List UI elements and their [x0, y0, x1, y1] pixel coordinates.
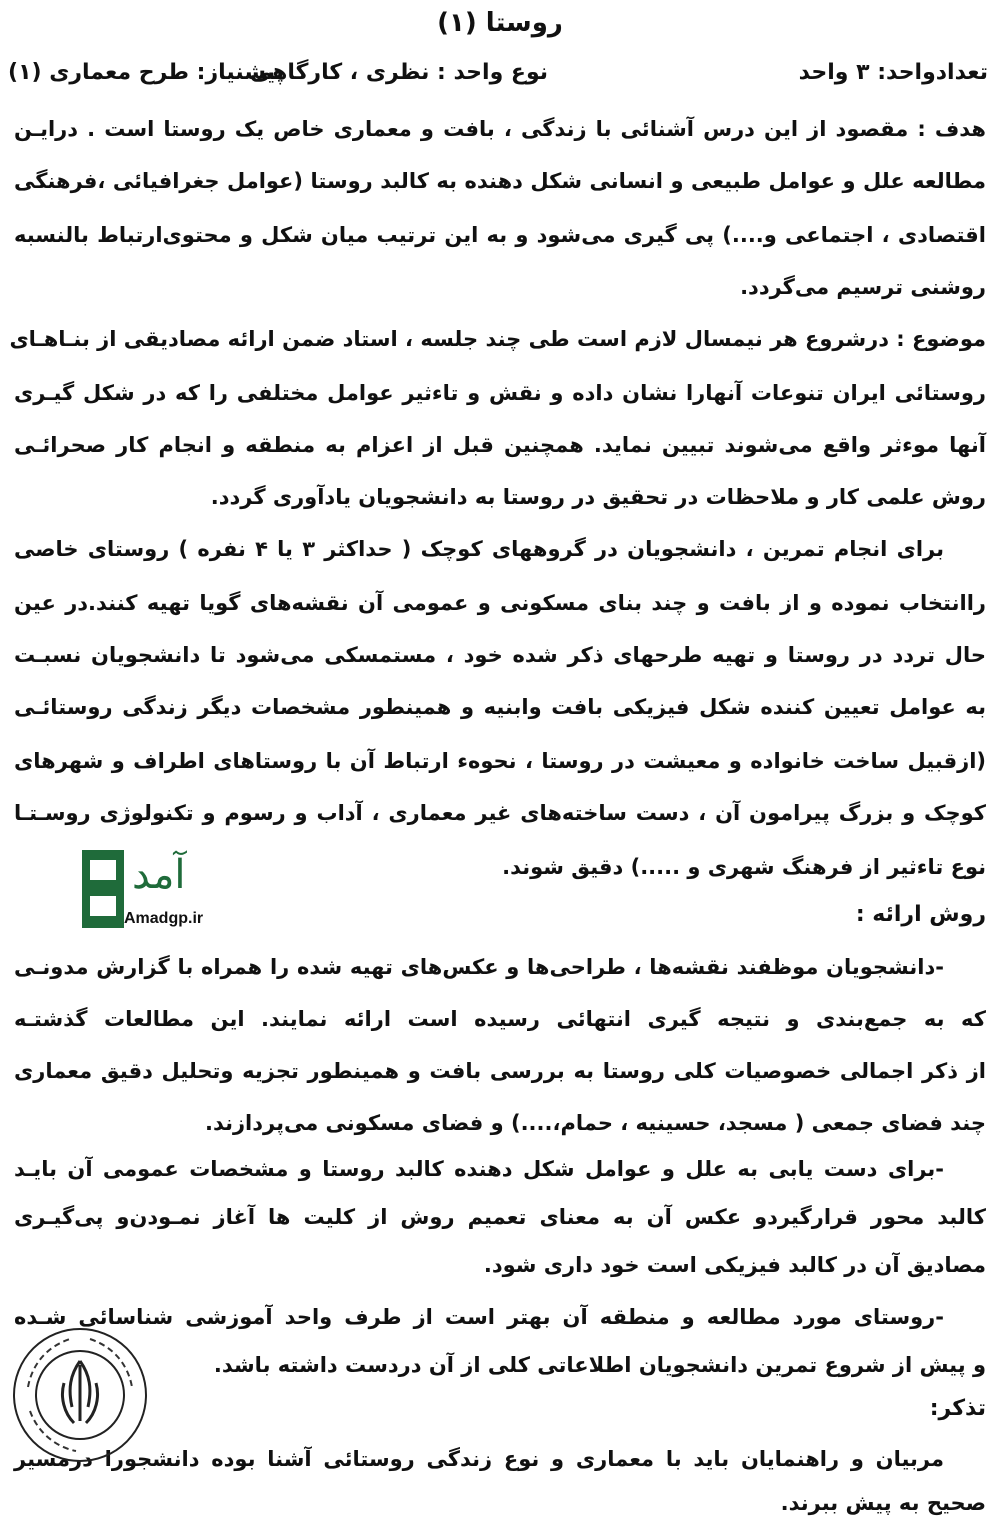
page-title: روستا (۱) — [437, 8, 563, 38]
text-line: (ازقبیل ساخت خانواده و معیشت در روستا ، نحوهء ارتباط آن با روستاهای اطراف و شهرهای — [14, 749, 986, 773]
section-heading: تذکر: — [929, 1396, 986, 1421]
logo-mark-icon — [82, 850, 124, 928]
section-heading: روش ارائه : — [855, 902, 986, 927]
text-line: -روستای مورد مطالعه و منطقه آن بهتر است از طرف واحد آموزشی شناسائی شـده — [14, 1305, 944, 1329]
prerequisite: پیشنیاز: طرح معماری (۱) — [8, 60, 284, 85]
text-line: روشنی ترسیم می‌گردد. — [740, 275, 986, 299]
text-line: -برای دست یابی به علل و عوامل شکل دهنده کالبد روستا و مشخصات عمومی آن بایـد — [14, 1157, 944, 1181]
text-line: آنها موءثر واقع می‌شوند تبیین نماید. همچنین قبل از اعزام به منطقه و انجام کار صحرائـی — [14, 433, 986, 457]
text-line: چند فضای جمعی ( مسجد، حسینیه ، حمام،....) و فضای مسکونی می‌پردازند. — [204, 1111, 986, 1135]
text-line: اقتصادی ، اجتماعی و....) پی گیری می‌شود و به این ترتیب میان شکل و محتوی‌ارتباط بالنسبه — [14, 223, 986, 247]
text-line: روستائی ایران تنوعات آنهارا نشان داده و نقش و تاءثیر عوامل مختلفی را که در شکل گیـری — [14, 381, 986, 405]
text-line: هدف : مقصود از این درس آشنائی با زندگی ، بافت و معماری خاص یک روستا است . درایـن — [14, 117, 986, 141]
text-line: که به جمع‌بندی و نتیجه گیری انتهائی رسیده است ارائه نمایند. این مطالعات گذشتـه — [14, 1007, 986, 1031]
text-line: -دانشجویان موظفند نقشه‌ها ، طراحی‌ها و عکس‌های تهیه شده را همراه با گزارش مدونـی — [14, 955, 944, 979]
text-line: روش علمی کار و ملاحظات در تحقیق در روستا به دانشجویان یادآوری گردد. — [210, 485, 986, 509]
text-line: کوچک و بزرگ پیرامون آن ، دست ساخته‌های غیر معماری ، آداب و رسوم و تکنولوژی روسـتـا — [14, 801, 986, 825]
text-line: نوع تاءثیر از فرهنگ شهری و .....) دقیق شوند. — [502, 855, 986, 879]
text-line: و پیش از شروع تمرین دانشجویان اطلاعاتی کلی از آن دردست داشته باشد. — [213, 1353, 986, 1377]
text-line: کالبد محور قرارگیردو عکس آن به معنای تعمیم روش از کلیت ها آغاز نمـودن‌و پی‌گیـری — [14, 1205, 986, 1229]
course-meta — [8, 60, 988, 94]
text-line: صحیح به پیش ببرند. — [780, 1491, 986, 1515]
units-count: تعدادواحد: ۳ واحد — [798, 60, 988, 85]
official-stamp-icon — [10, 1325, 150, 1465]
text-line: برای انجام تمرین ، دانشجویان در گروههای کوچک ( حداکثر ۳ یا ۴ نفره ) روستای خاصی — [14, 537, 945, 561]
amad-logo — [82, 850, 232, 935]
text-line: مربیان و راهنمایان باید با معماری و نوع زندگی روستائی آشنا بوده دانشجورا درمسیر — [14, 1447, 944, 1471]
text-line: از ذکر اجمالی خصوصیات کلی روستا به بررسی بافت و همینطور تجزیه وتحلیل دقیق معماری — [14, 1059, 986, 1083]
logo-website: Amadgp.ir — [124, 910, 204, 927]
text-line: موضوع : درشروع هر نیمسال لازم است طی چند جلسه ، استاد ضمن ارائه مصادیقی از بنـاهـای — [9, 327, 986, 351]
text-line: مطالعه علل و عوامل طبیعی و انسانی شکل دهنده به کالبد روستا (عوامل جغرافیائی ،فرهنگی — [14, 169, 986, 193]
logo-text: آمد — [132, 852, 186, 898]
unit-type: نوع واحد : نظری ، کارگاهی — [249, 60, 548, 85]
text-line: مصادیق آن در کالبد فیزیکی است خود داری شود. — [483, 1253, 986, 1277]
text-line: راانتخاب نموده و از بافت و چند بنای مسکونی و عمومی آن نقشه‌های گویا تهیه کنند.در عین — [14, 591, 986, 615]
text-line: حال تردد در روستا و تهیه طرحهای ذکر شده خود ، مستمسکی می‌شود تا دانشجویان نسبـت — [14, 643, 986, 667]
text-line: به عوامل تعیین کننده شکل فیزیکی بافت وابنیه و همینطور مشخصات دیگر زندگی روستائـی — [14, 695, 986, 719]
